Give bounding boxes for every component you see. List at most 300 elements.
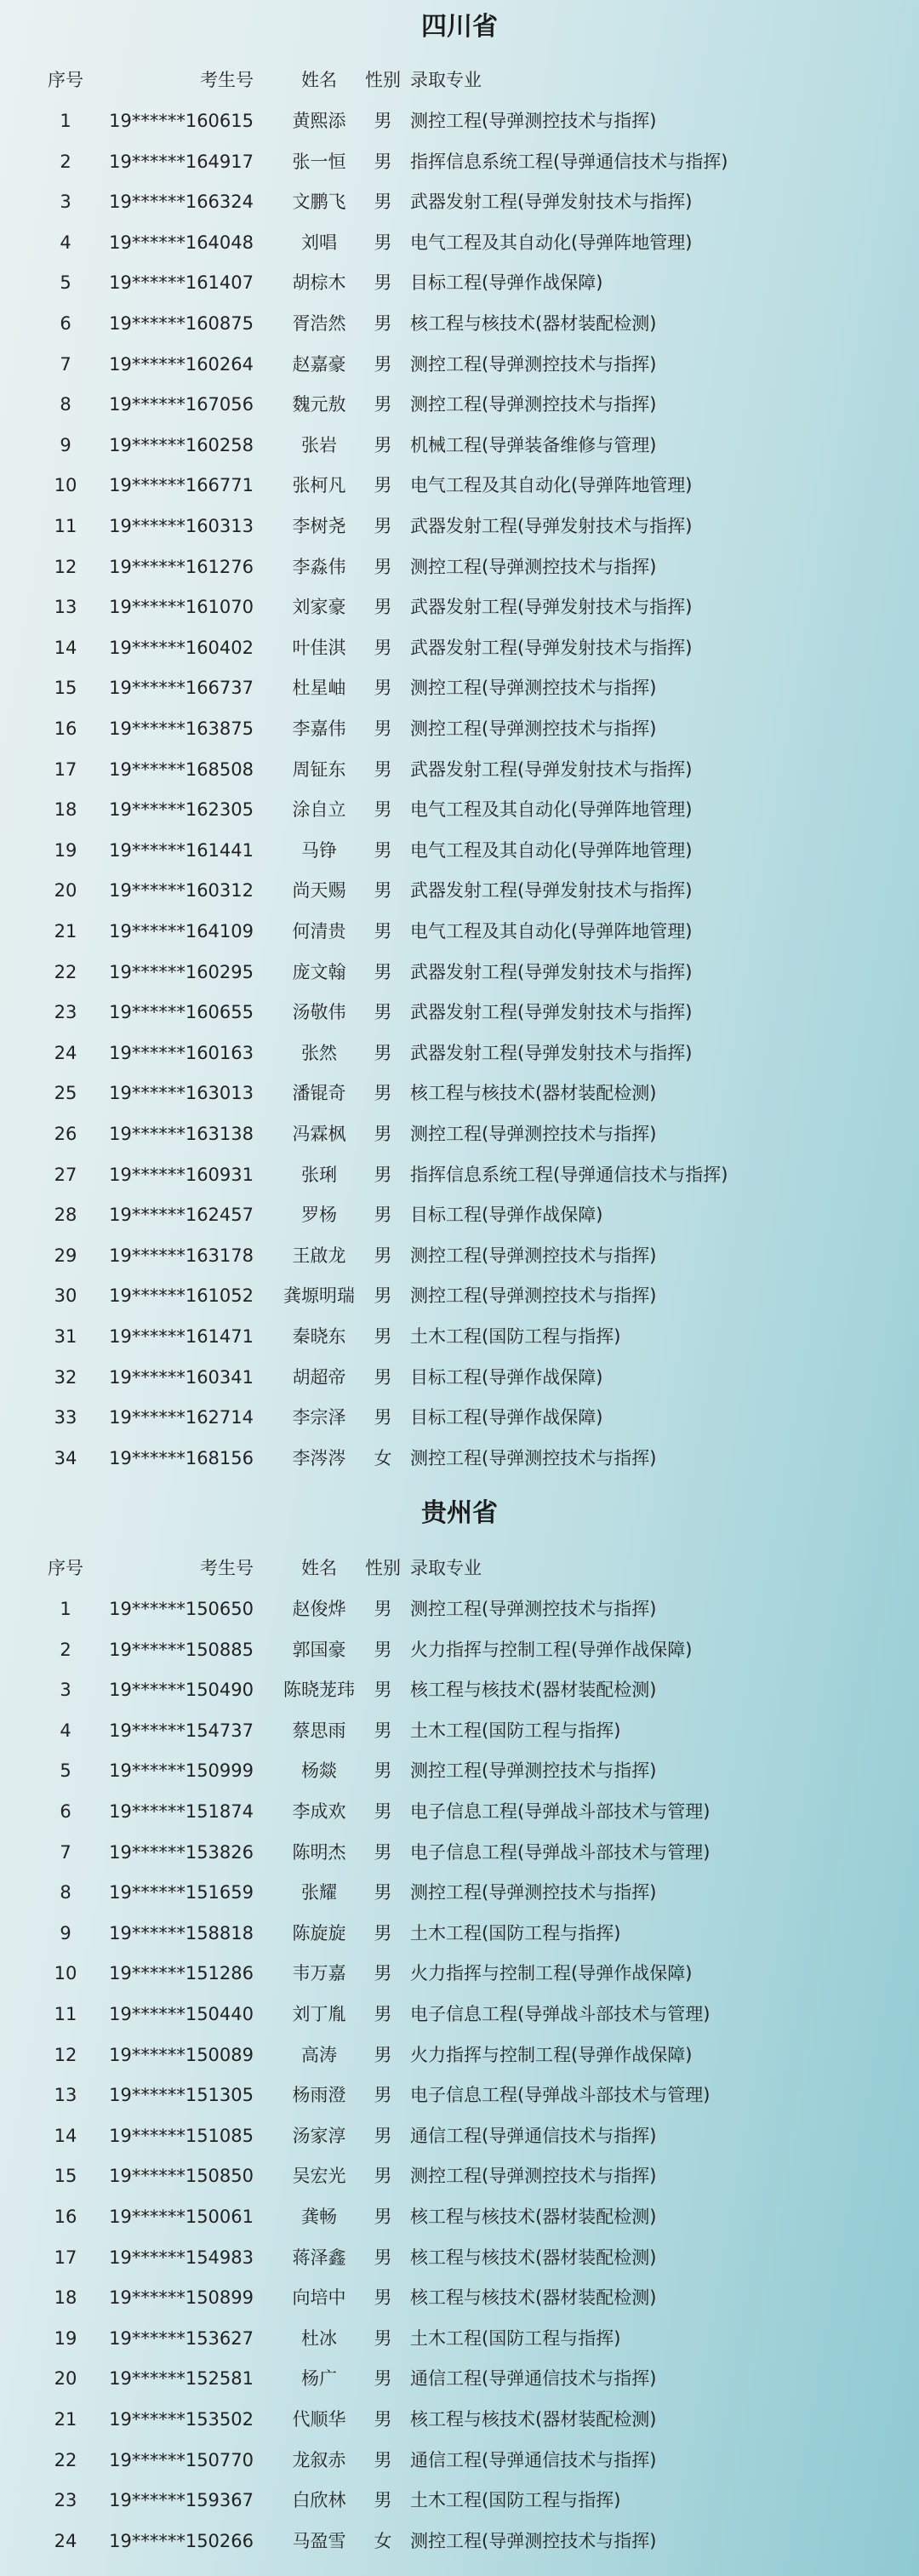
row-sex: 男: [374, 1720, 392, 1741]
row-no: 14: [54, 2125, 77, 2146]
row-exam-id: 19******160931: [109, 1164, 254, 1185]
row-name: 庞文翰: [292, 961, 346, 982]
row-exam-id: 19******152581: [109, 2368, 254, 2390]
row-exam-id: 19******150266: [109, 2530, 254, 2551]
row-major: 电气工程及其自动化(导弹阵地管理): [410, 799, 693, 821]
row-no: 2: [60, 151, 71, 172]
row-exam-id: 19******150850: [109, 2166, 254, 2187]
table-row: [0, 789, 919, 830]
table-row: [0, 1791, 919, 1832]
row-exam-id: 19******150061: [109, 2207, 254, 2227]
table-row: [0, 1629, 919, 1670]
row-major: 通信工程(导弹通信技术与指挥): [410, 2125, 657, 2146]
row-name: 胡棕木: [292, 272, 346, 294]
header-sex: 性别: [365, 70, 401, 90]
row-major: 电子信息工程(导弹战斗部技术与管理): [410, 1801, 711, 1822]
header-exam-id: 考生号: [200, 70, 254, 90]
table-row: [0, 222, 919, 263]
header-name: 姓名: [301, 70, 337, 90]
row-major: 目标工程(导弹作战保障): [410, 1366, 603, 1388]
row-no: 16: [54, 718, 77, 739]
row-no: 15: [54, 2166, 77, 2187]
row-no: 14: [54, 637, 77, 658]
row-sex: 男: [374, 2409, 392, 2430]
row-exam-id: 19******160402: [109, 637, 254, 658]
table-row: [0, 952, 919, 993]
row-sex: 男: [374, 556, 392, 577]
header-no: 序号: [48, 1558, 83, 1578]
row-no: 18: [54, 2287, 77, 2309]
row-sex: 男: [374, 1639, 392, 1660]
table-row: [0, 141, 919, 182]
table-row: [0, 547, 919, 587]
table-row: [0, 1913, 919, 1954]
row-no: 20: [54, 880, 77, 902]
row-major: 通信工程(导弹通信技术与指挥): [410, 2368, 657, 2390]
row-major: 电子信息工程(导弹战斗部技术与管理): [410, 2004, 711, 2024]
row-sex: 女: [374, 1447, 392, 1468]
row-exam-id: 19******151874: [109, 1801, 254, 1822]
row-major: 土木工程(国防工程与指挥): [410, 1326, 621, 1347]
row-exam-id: 19******162457: [109, 1205, 254, 1226]
row-name: 张然: [301, 1042, 337, 1063]
row-sex: 男: [374, 2247, 392, 2268]
row-major: 测控工程(导弹测控技术与指挥): [410, 1760, 657, 1782]
row-major: 核工程与核技术(器材装配检测): [410, 1680, 657, 1701]
row-exam-id: 19******163013: [109, 1083, 254, 1104]
row-name: 周钲东: [292, 758, 346, 780]
table-row: [0, 2075, 919, 2115]
row-no: 32: [54, 1366, 77, 1388]
row-sex: 男: [374, 353, 392, 375]
row-sex: 男: [374, 799, 392, 821]
row-sex: 男: [374, 839, 392, 861]
row-no: 29: [54, 1245, 77, 1266]
row-no: 19: [54, 839, 77, 861]
row-no: 22: [54, 2449, 77, 2470]
row-sex: 男: [374, 151, 392, 172]
row-sex: 男: [374, 1680, 392, 1701]
row-name: 马盈雪: [292, 2530, 346, 2551]
table-row: [0, 100, 919, 141]
row-exam-id: 19******160163: [109, 1042, 254, 1063]
row-no: 10: [54, 1963, 77, 1984]
row-name: 尚天赐: [292, 880, 346, 902]
row-name: 文鹏飞: [292, 192, 346, 213]
row-exam-id: 19******153502: [109, 2409, 254, 2430]
row-name: 李涔涔: [292, 1447, 346, 1468]
table-row: [0, 262, 919, 303]
row-no: 4: [60, 232, 71, 253]
row-sex: 男: [374, 2490, 392, 2511]
row-sex: 男: [374, 111, 392, 131]
table-row: [0, 1438, 919, 1479]
row-exam-id: 19******159367: [109, 2490, 254, 2511]
row-sex: 男: [374, 961, 392, 982]
row-name: 李树尧: [292, 516, 346, 536]
table-row: [0, 1589, 919, 1629]
table-row: [0, 2318, 919, 2359]
row-name: 魏元敖: [292, 394, 346, 415]
row-name: 龚塬明瑞: [283, 1285, 355, 1307]
row-major: 目标工程(导弹作战保障): [410, 272, 603, 294]
row-major: 武器发射工程(导弹发射技术与指挥): [410, 192, 693, 213]
row-no: 18: [54, 799, 77, 821]
row-major: 测控工程(导弹测控技术与指挥): [410, 394, 657, 415]
row-name: 张一恒: [292, 151, 346, 172]
row-no: 25: [54, 1083, 77, 1104]
row-sex: 男: [374, 880, 392, 902]
row-name: 李成欢: [292, 1801, 346, 1822]
row-no: 33: [54, 1407, 77, 1428]
row-exam-id: 19******150490: [109, 1680, 254, 1701]
row-no: 1: [60, 111, 71, 131]
row-major: 火力指挥与控制工程(导弹作战保障): [410, 1639, 693, 1660]
row-sex: 男: [374, 475, 392, 496]
table-row: [0, 587, 919, 627]
row-name: 代顺华: [292, 2409, 346, 2430]
table-row: [0, 2035, 919, 2075]
row-exam-id: 19******160875: [109, 313, 254, 334]
row-no: 24: [54, 1042, 77, 1063]
row-major: 武器发射工程(导弹发射技术与指挥): [410, 516, 693, 536]
header-sex: 性别: [365, 1558, 401, 1578]
table-row: [0, 1275, 919, 1316]
row-sex: 男: [374, 718, 392, 739]
row-name: 陈明杰: [292, 1841, 346, 1863]
row-sex: 男: [374, 232, 392, 253]
row-name: 杨燚: [301, 1760, 337, 1782]
table-row: [0, 1235, 919, 1276]
row-major: 指挥信息系统工程(导弹通信技术与指挥): [410, 1164, 728, 1185]
row-no: 8: [60, 394, 71, 415]
row-sex: 男: [374, 2085, 392, 2106]
row-exam-id: 19******153826: [109, 1841, 254, 1863]
row-exam-id: 19******150770: [109, 2449, 254, 2470]
row-no: 23: [54, 2490, 77, 2511]
table-row: [0, 1832, 919, 1873]
row-exam-id: 19******160341: [109, 1366, 254, 1388]
table-row: [0, 1397, 919, 1438]
row-major: 测控工程(导弹测控技术与指挥): [410, 1447, 657, 1468]
row-exam-id: 19******154983: [109, 2247, 254, 2268]
row-no: 13: [54, 2085, 77, 2106]
row-name: 向培中: [292, 2287, 346, 2309]
row-name: 赵俊烨: [292, 1599, 346, 1619]
row-no: 6: [60, 313, 71, 334]
row-no: 10: [54, 475, 77, 496]
row-major: 目标工程(导弹作战保障): [410, 1407, 603, 1428]
table-row: [0, 830, 919, 871]
table-header: [0, 60, 919, 100]
row-exam-id: 19******160313: [109, 516, 254, 536]
row-name: 涂自立: [292, 799, 346, 821]
row-exam-id: 19******150885: [109, 1639, 254, 1660]
row-name: 马铮: [301, 839, 337, 861]
row-no: 27: [54, 1164, 77, 1185]
table-row: [0, 425, 919, 466]
row-major: 武器发射工程(导弹发射技术与指挥): [410, 597, 693, 618]
row-major: 核工程与核技术(器材装配检测): [410, 2247, 657, 2268]
row-sex: 男: [374, 2449, 392, 2470]
row-sex: 男: [374, 1963, 392, 1984]
row-name: 赵嘉豪: [292, 353, 346, 375]
row-major: 测控工程(导弹测控技术与指挥): [410, 2166, 657, 2187]
row-name: 胡超帝: [292, 1366, 346, 1388]
row-sex: 男: [374, 1002, 392, 1023]
row-major: 火力指挥与控制工程(导弹作战保障): [410, 1963, 693, 1984]
row-exam-id: 19******150999: [109, 1760, 254, 1782]
row-major: 机械工程(导弹装备维修与管理): [410, 434, 657, 455]
row-major: 武器发射工程(导弹发射技术与指挥): [410, 880, 693, 902]
table-row: [0, 2277, 919, 2318]
row-sex: 男: [374, 637, 392, 658]
row-no: 21: [54, 2409, 77, 2430]
row-no: 24: [54, 2530, 77, 2551]
row-major: 核工程与核技术(器材装配检测): [410, 313, 657, 334]
row-name: 王啟龙: [292, 1245, 346, 1266]
table-row: [0, 708, 919, 749]
table-row: [0, 667, 919, 708]
row-exam-id: 19******167056: [109, 394, 254, 415]
row-sex: 男: [374, 1124, 392, 1144]
row-no: 22: [54, 961, 77, 982]
table-row: [0, 2440, 919, 2481]
row-name: 杨雨澄: [292, 2085, 346, 2106]
row-sex: 男: [374, 192, 392, 213]
row-major: 武器发射工程(导弹发射技术与指挥): [410, 758, 693, 780]
row-major: 火力指挥与控制工程(导弹作战保障): [410, 2044, 693, 2065]
row-exam-id: 19******160295: [109, 961, 254, 982]
table-row: [0, 1872, 919, 1913]
row-name: 叶佳淇: [292, 637, 346, 658]
row-sex: 男: [374, 1042, 392, 1063]
row-major: 武器发射工程(导弹发射技术与指挥): [410, 1002, 693, 1023]
table-row: [0, 2480, 919, 2521]
row-major: 武器发射工程(导弹发射技术与指挥): [410, 637, 693, 658]
row-major: 目标工程(导弹作战保障): [410, 1205, 603, 1226]
table-row: [0, 1710, 919, 1751]
row-sex: 男: [374, 2207, 392, 2227]
row-exam-id: 19******161276: [109, 556, 254, 577]
row-major: 电气工程及其自动化(导弹阵地管理): [410, 839, 693, 861]
row-name: 高涛: [301, 2044, 337, 2065]
row-exam-id: 19******161052: [109, 1285, 254, 1307]
row-name: 陈旋旋: [292, 1922, 346, 1943]
row-major: 核工程与核技术(器材装配检测): [410, 1083, 657, 1104]
row-exam-id: 19******164109: [109, 921, 254, 942]
table-row: [0, 344, 919, 385]
row-name: 何清贵: [292, 921, 346, 942]
row-no: 3: [60, 1680, 71, 1701]
row-sex: 男: [374, 678, 392, 699]
table-row: [0, 1316, 919, 1357]
row-no: 21: [54, 921, 77, 942]
row-name: 郭国豪: [292, 1639, 346, 1660]
row-no: 30: [54, 1285, 77, 1307]
table-row: [0, 465, 919, 506]
table-row: [0, 506, 919, 547]
table-row: [0, 1953, 919, 1994]
table-row: [0, 992, 919, 1033]
row-name: 张琍: [301, 1164, 337, 1185]
row-major: 核工程与核技术(器材装配检测): [410, 2207, 657, 2227]
row-major: 测控工程(导弹测控技术与指挥): [410, 1285, 657, 1307]
row-major: 武器发射工程(导弹发射技术与指挥): [410, 961, 693, 982]
row-exam-id: 19******153627: [109, 2327, 254, 2349]
row-major: 电子信息工程(导弹战斗部技术与管理): [410, 2085, 711, 2106]
row-name: 潘锟奇: [292, 1083, 346, 1104]
row-major: 测控工程(导弹测控技术与指挥): [410, 1882, 657, 1903]
row-exam-id: 19******166324: [109, 192, 254, 213]
row-sex: 男: [374, 1760, 392, 1782]
row-major: 电气工程及其自动化(导弹阵地管理): [410, 232, 693, 253]
row-name: 龙叙赤: [292, 2449, 346, 2470]
row-major: 指挥信息系统工程(导弹通信技术与指挥): [410, 151, 728, 172]
row-no: 8: [60, 1882, 71, 1903]
row-sex: 男: [374, 597, 392, 618]
row-major: 电气工程及其自动化(导弹阵地管理): [410, 921, 693, 942]
row-name: 白欣林: [292, 2490, 346, 2511]
row-sex: 男: [374, 2125, 392, 2146]
row-no: 9: [60, 1922, 71, 1943]
row-name: 黄熙添: [292, 111, 346, 131]
row-sex: 男: [374, 1285, 392, 1307]
row-name: 李宗泽: [292, 1407, 346, 1428]
table-row: [0, 627, 919, 668]
row-sex: 男: [374, 2327, 392, 2349]
row-major: 土木工程(国防工程与指挥): [410, 1922, 621, 1943]
row-no: 11: [54, 516, 77, 536]
row-major: 测控工程(导弹测控技术与指挥): [410, 353, 657, 375]
row-major: 测控工程(导弹测控技术与指挥): [410, 1124, 657, 1144]
row-sex: 男: [374, 1083, 392, 1104]
row-sex: 男: [374, 2368, 392, 2390]
row-exam-id: 19******151286: [109, 1963, 254, 1984]
row-exam-id: 19******160655: [109, 1002, 254, 1023]
row-no: 7: [60, 353, 71, 375]
row-no: 5: [60, 272, 71, 294]
row-sex: 男: [374, 434, 392, 455]
table-row: [0, 1033, 919, 1073]
row-name: 陈晓茏玮: [283, 1680, 355, 1701]
row-no: 31: [54, 1326, 77, 1347]
province-title: 贵州省: [421, 1498, 498, 1528]
table-row: [0, 1750, 919, 1791]
row-exam-id: 19******162305: [109, 799, 254, 821]
table-row: [0, 2196, 919, 2237]
row-sex: 男: [374, 1205, 392, 1226]
row-sex: 男: [374, 2287, 392, 2309]
row-exam-id: 19******160264: [109, 353, 254, 375]
table-row: [0, 2155, 919, 2196]
row-name: 李嘉伟: [292, 718, 346, 739]
row-sex: 男: [374, 1164, 392, 1185]
table-row: [0, 2399, 919, 2440]
row-major: 测控工程(导弹测控技术与指挥): [410, 556, 657, 577]
row-no: 5: [60, 1760, 71, 1782]
row-exam-id: 19******161407: [109, 272, 254, 294]
row-major: 电子信息工程(导弹战斗部技术与管理): [410, 1841, 711, 1863]
row-sex: 男: [374, 1599, 392, 1619]
row-sex: 女: [374, 2530, 392, 2551]
row-major: 测控工程(导弹测控技术与指挥): [410, 1245, 657, 1266]
row-no: 16: [54, 2207, 77, 2227]
row-sex: 男: [374, 1326, 392, 1347]
row-no: 23: [54, 1002, 77, 1023]
row-major: 土木工程(国防工程与指挥): [410, 2327, 621, 2349]
row-major: 电气工程及其自动化(导弹阵地管理): [410, 475, 693, 496]
row-name: 龚畅: [301, 2207, 337, 2227]
row-exam-id: 19******163138: [109, 1124, 254, 1144]
row-no: 12: [54, 556, 77, 577]
table-row: [0, 384, 919, 425]
row-no: 20: [54, 2368, 77, 2390]
row-no: 11: [54, 2004, 77, 2024]
header-name: 姓名: [301, 1558, 337, 1578]
row-name: 韦万嘉: [292, 1963, 346, 1984]
row-no: 1: [60, 1599, 71, 1619]
row-no: 34: [54, 1447, 77, 1468]
table-row: [0, 1194, 919, 1235]
row-sex: 男: [374, 2044, 392, 2065]
row-name: 张岩: [301, 434, 337, 455]
row-major: 武器发射工程(导弹发射技术与指挥): [410, 1042, 693, 1063]
table-row: [0, 1994, 919, 2035]
row-name: 汤家淳: [292, 2125, 346, 2146]
row-name: 蔡思雨: [292, 1720, 346, 1741]
row-sex: 男: [374, 1841, 392, 1863]
table-header: [0, 1548, 919, 1589]
row-sex: 男: [374, 921, 392, 942]
row-exam-id: 19******162714: [109, 1407, 254, 1428]
row-sex: 男: [374, 272, 392, 294]
row-major: 核工程与核技术(器材装配检测): [410, 2409, 657, 2430]
row-exam-id: 19******163875: [109, 718, 254, 739]
row-sex: 男: [374, 1801, 392, 1822]
table-row: [0, 303, 919, 344]
table-row: [0, 870, 919, 911]
row-no: 3: [60, 192, 71, 213]
row-no: 6: [60, 1801, 71, 1822]
row-exam-id: 19******161441: [109, 839, 254, 861]
row-major: 土木工程(国防工程与指挥): [410, 1720, 621, 1741]
table-row: [0, 1113, 919, 1154]
row-major: 测控工程(导弹测控技术与指挥): [410, 2530, 657, 2551]
row-sex: 男: [374, 313, 392, 334]
header-exam-id: 考生号: [200, 1558, 254, 1578]
row-name: 张耀: [301, 1882, 337, 1903]
row-name: 蒋泽鑫: [292, 2247, 346, 2268]
row-sex: 男: [374, 758, 392, 780]
row-sex: 男: [374, 1882, 392, 1903]
row-no: 7: [60, 1841, 71, 1863]
row-no: 26: [54, 1124, 77, 1144]
row-exam-id: 19******163178: [109, 1245, 254, 1266]
row-major: 土木工程(国防工程与指挥): [410, 2490, 621, 2511]
table-row: [0, 1669, 919, 1710]
row-exam-id: 19******164917: [109, 151, 254, 172]
row-major: 核工程与核技术(器材装配检测): [410, 2287, 657, 2309]
row-no: 19: [54, 2327, 77, 2349]
table-row: [0, 749, 919, 790]
row-exam-id: 19******150089: [109, 2044, 254, 2065]
row-exam-id: 19******161070: [109, 597, 254, 618]
row-major: 测控工程(导弹测控技术与指挥): [410, 718, 657, 739]
row-name: 汤敬伟: [292, 1002, 346, 1023]
row-name: 秦晓东: [292, 1326, 346, 1347]
table-row: [0, 2237, 919, 2278]
